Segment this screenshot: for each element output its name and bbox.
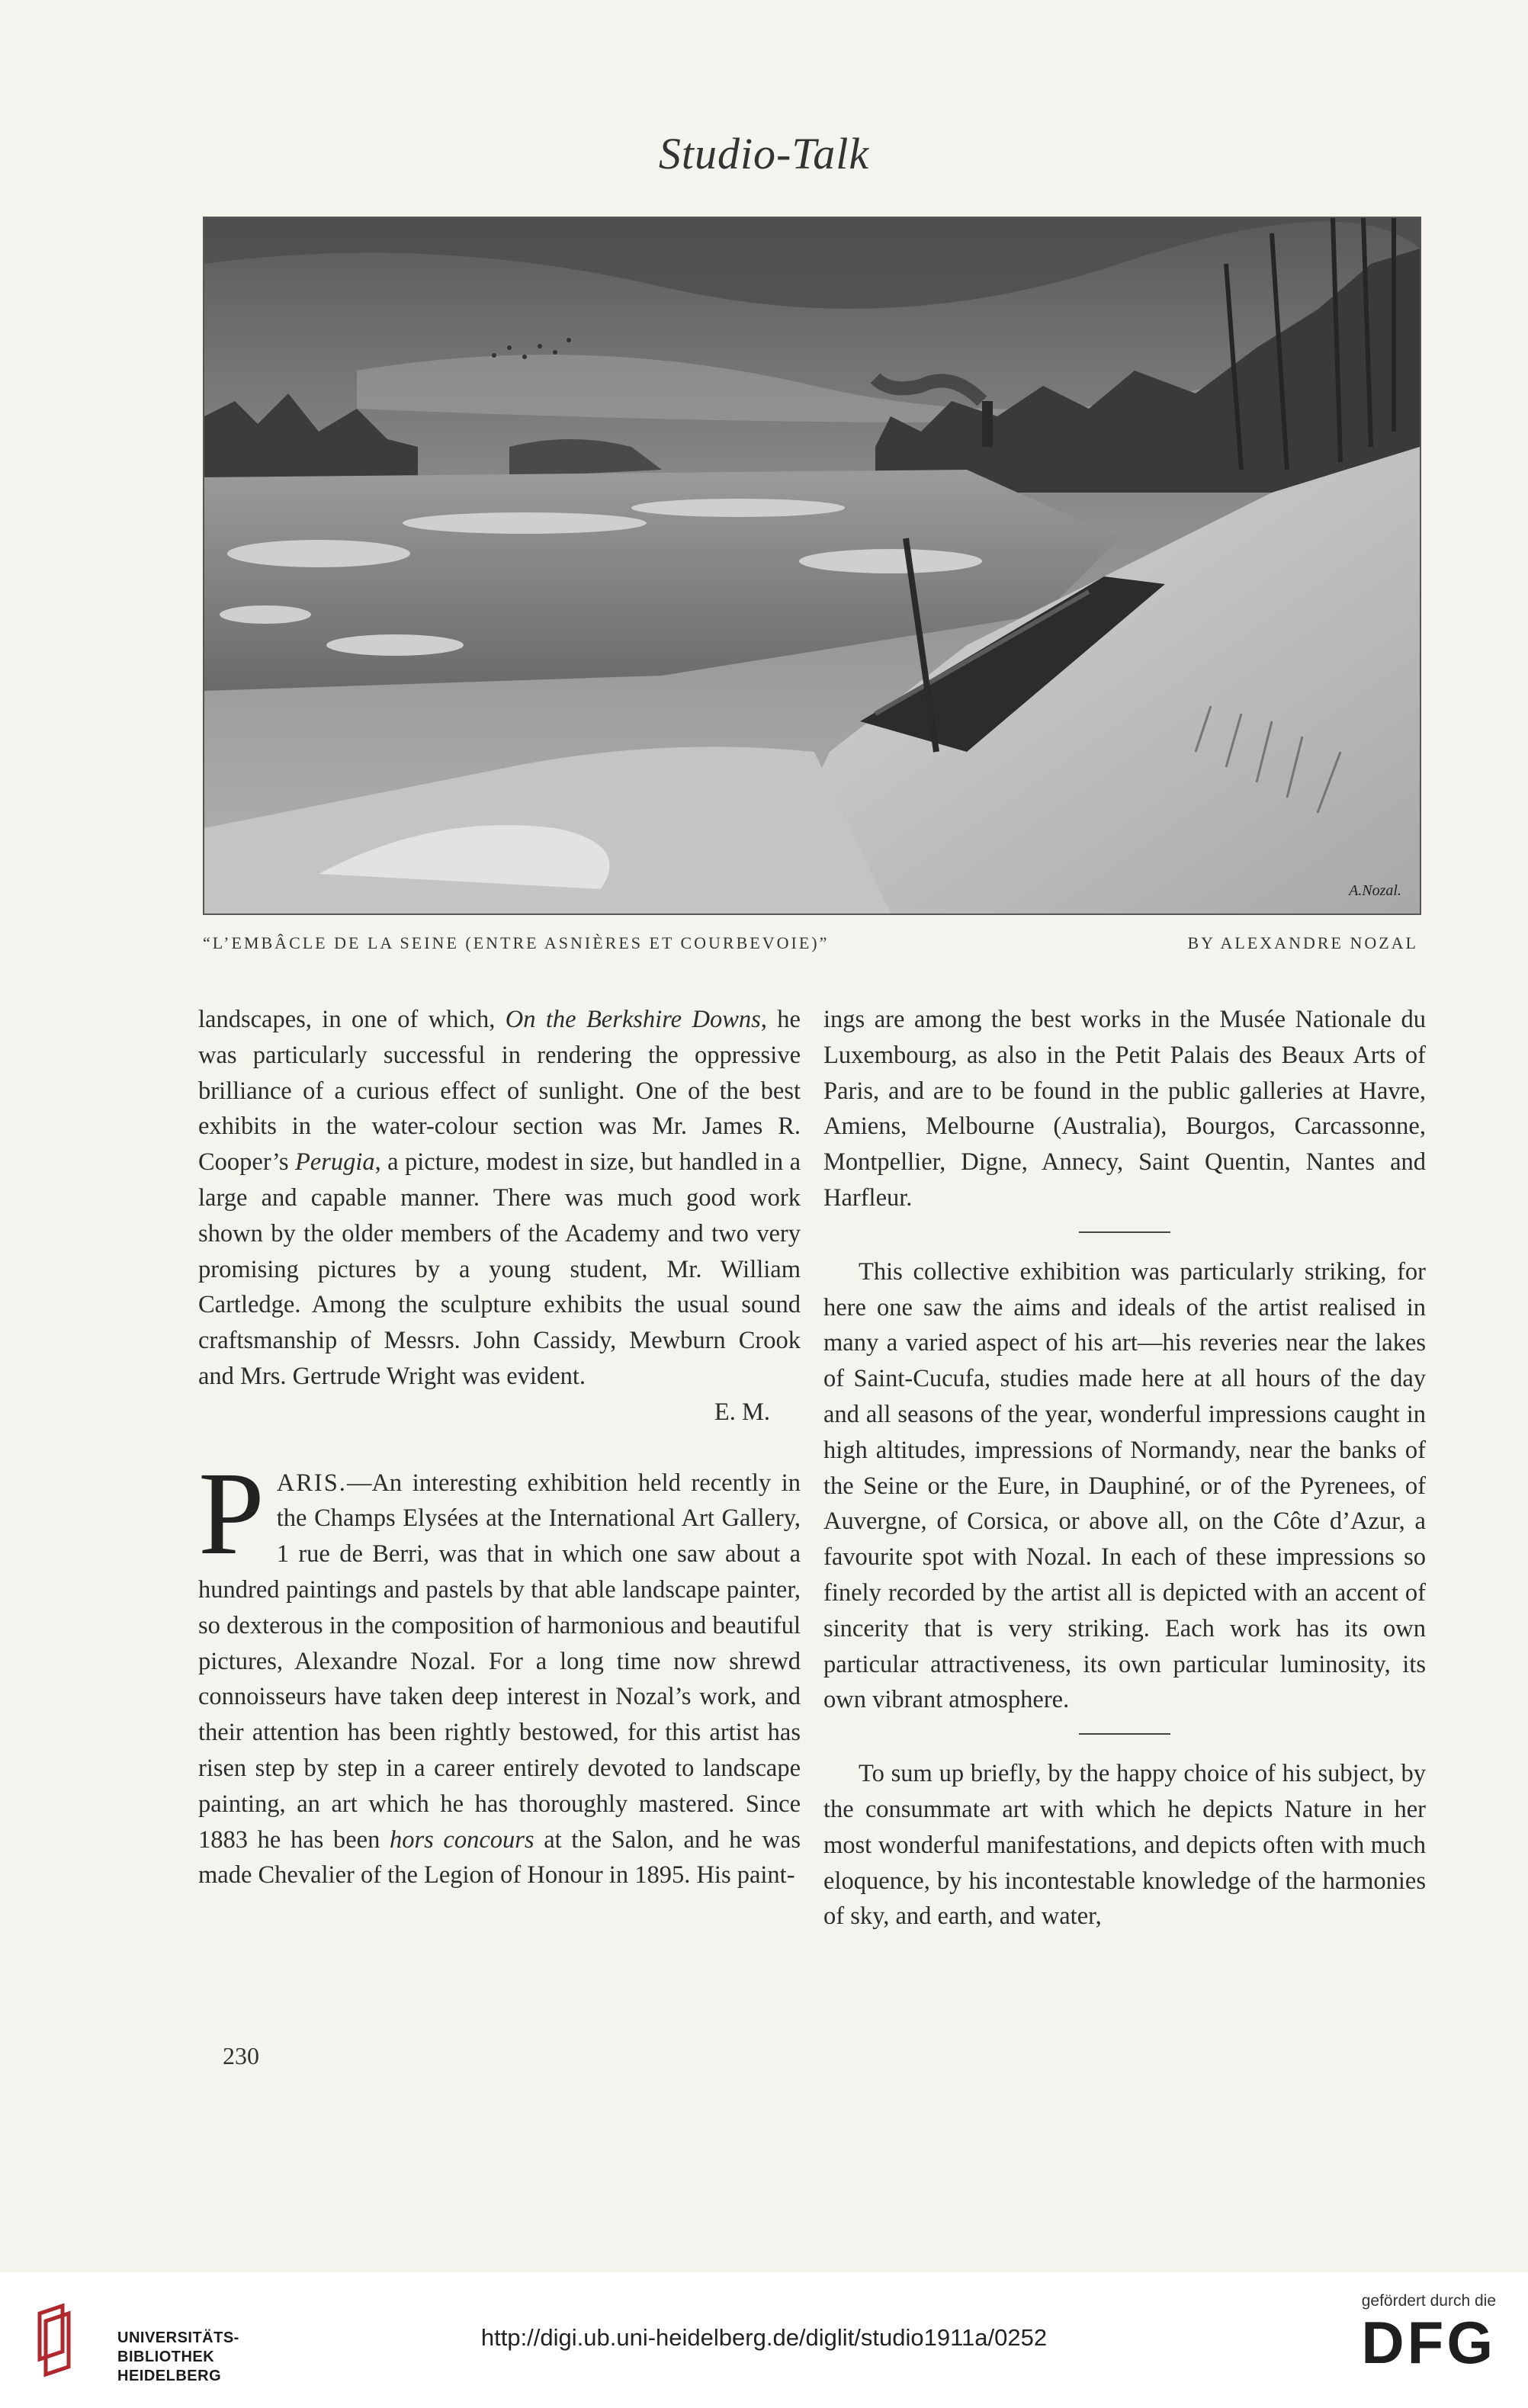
drop-cap: P	[198, 1446, 265, 1579]
painting-signature: A.Nozal.	[1349, 882, 1401, 899]
caption-title: “L’EMBÂCLE DE LA SEINE (ENTRE ASNIÈRES ET COURBEVOIE)”	[203, 933, 830, 952]
paragraph-exhibition: This collective exhibition was particularly striking, for here one saw the aims and ideals of the artist realised in many a varied aspect of his art—his reveries near the lakes of Saint-Cucufa, studies made here at all hours of the day and all seasons of the year, wonderful impressions caught in high altitudes, impressions of Normandy, near the banks of the Seine or the Eure, in Dauphiné, or of the Pyrenees, of Auvergne, of Corsica, or above all, on the Côte d’Azur, a favourite spot with Nozal. In each of these impressions so finely recorded by the artist all is depicted with an accent of sincerity that is very striking. Each work has its own particular attractiveness, its own particular luminosity, its own vibrant atmosphere.	[823, 1257, 1426, 1714]
section-divider	[1079, 1733, 1170, 1735]
left-column	[198, 1002, 801, 1893]
italic-hors-concours: hors concours	[389, 1825, 534, 1854]
italic-title-berkshire-downs: On the Berkshire Downs	[505, 1006, 761, 1033]
paris-heading: ARIS.	[276, 1469, 347, 1497]
text-run: —An interesting exhibition held recently in the Champs Elysées at the International Art Gallery, 1 rue de Berri, was that in which one saw about a hundred paintings and pastels by that able landscape painter, so dexterous in the composition of harmonious and beautiful pictures, Alexandre Nozal. For a long time now shrewd connoisseurs have taken deep interest in Nozal’s work, and their attention has been rightly bestowed, for this artist has risen step by step in a career entirely devoted to landscape painting, an art which he has thoroughly mastered. Since 1883 he has been	[198, 1469, 801, 1854]
dfg-logo: DFG	[1361, 2309, 1496, 2376]
library-name-line: HEIDELBERG	[117, 2368, 222, 2384]
caption-artist: BY ALEXANDRE NOZAL	[1187, 933, 1418, 952]
section-divider	[1079, 1231, 1170, 1233]
funder-text: gefördert durch die	[1361, 2292, 1496, 2310]
paragraph-paris	[198, 1446, 801, 1894]
text-run: , he was particularly successful in rendering the oppressive brilliance of a curious effect of sunlight. One of the best exhibits in the water-colour section was Mr. James R. Cooper’s	[198, 1006, 801, 1177]
italic-title-perugia: Perugia	[294, 1148, 375, 1177]
author-initials: E. M.	[714, 1398, 770, 1426]
text-run: at the Salon, and he was made Chevalier of the Legion of Honour in 1895. His paint-	[198, 1825, 801, 1889]
page-number: 230	[223, 2042, 259, 2069]
paragraph-museums: ings are among the best works in the Musée Nationale du Luxembourg, as also in the Petit Palais des Beaux Arts of Paris, and are to be found in the public galleries at Havre, Amiens, Melbourne (Australia), Bourgos, Carcassonne, Montpellier, Digne, Annecy, Saint Quentin, Nantes and Harfleur.	[823, 1006, 1426, 1212]
right-column	[823, 1002, 1426, 1934]
library-name-line: UNIVERSITÄTS-	[117, 2329, 239, 2346]
painting-river-ice-scene	[204, 218, 1420, 913]
paragraph-summary: To sum up briefly, by the happy choice of his subject, by the consummate art with which he depicts Nature in her most wonderful manifestations, and depicts often with much eloquence, by his incontestable knowledge of the harmonies of sky, and earth, and water,	[823, 1760, 1426, 1931]
funder-block	[1321, 2292, 1496, 2374]
text-run: , a picture, modest in size, but handled in a large and capable manner. There was much good work shown by the older members of the Academy and two very promising pictures by a young student, Mr. William Cartledge. Among the sculpture exhibits the usual sound craftsmanship of Messrs. John Cassidy, Mewburn Crook and Mrs. Gertrude Wright was evident.	[198, 1148, 801, 1390]
text-run: landscapes, in one of which,	[198, 1006, 506, 1033]
paragraph-landscapes	[198, 1002, 801, 1395]
painting-illustration	[203, 217, 1421, 915]
digital-library-footer	[0, 2272, 1528, 2408]
running-head: Studio-Talk	[658, 129, 870, 178]
library-name-line: BIBLIOTHEK	[117, 2349, 215, 2365]
permalink-url[interactable]: http://digi.ub.uni-heidelberg.de/diglit/studio1911a/0252	[480, 2324, 1048, 2351]
